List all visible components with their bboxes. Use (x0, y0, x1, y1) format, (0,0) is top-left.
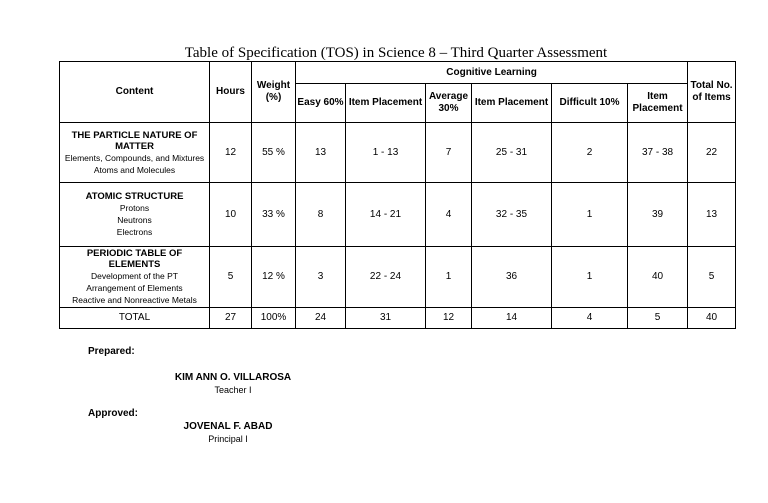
hours-cell: 10 (210, 183, 252, 247)
prepared-role: Teacher I (214, 385, 252, 395)
document-title: Table of Specification (TOS) in Science 8 – Third Quarter Assessment (184, 45, 608, 61)
totals-easy: 24 (296, 308, 346, 329)
totals-label: TOTAL (60, 308, 210, 329)
header-easy: Easy 60% (296, 84, 346, 123)
header-hours: Hours (210, 62, 252, 123)
totals-hours: 27 (210, 308, 252, 329)
header-item-placement-difficult: Item Placement (628, 84, 688, 123)
difficult-cell: 1 (552, 247, 628, 308)
difficult-placement-cell: 37 - 38 (628, 123, 688, 183)
easy-placement-cell: 22 - 24 (346, 247, 426, 308)
totals-difficult-placement: 5 (628, 308, 688, 329)
total-items-cell: 5 (688, 247, 736, 308)
header-row-top (60, 62, 736, 84)
content-title: PERIODIC TABLE OF ELEMENTS (86, 248, 183, 270)
easy-cell: 13 (296, 123, 346, 183)
table-row (60, 247, 736, 308)
content-title: THE PARTICLE NATURE OF (71, 129, 198, 141)
content-subtopic: Atoms and Molecules (93, 164, 176, 175)
approved-signatory (168, 421, 288, 445)
prepared-label: Prepared: (88, 346, 135, 357)
totals-average: 12 (426, 308, 472, 329)
easy-placement-cell: 1 - 13 (346, 123, 426, 183)
difficult-cell: 2 (552, 123, 628, 183)
header-item-placement-average: Item Placement (472, 84, 552, 123)
totals-difficult: 4 (552, 308, 628, 329)
content-subtopic: Protons (119, 203, 150, 213)
header-item-placement-easy: Item Placement (346, 84, 426, 123)
table-row (60, 123, 736, 183)
table-row (60, 183, 736, 247)
weight-cell: 55 % (252, 123, 296, 183)
content-title: ATOMIC STRUCTURE (85, 191, 184, 202)
easy-cell: 8 (296, 183, 346, 247)
header-weight-label: Weight (%) (256, 80, 291, 103)
content-cell (60, 183, 210, 247)
content-cell (60, 123, 210, 183)
easy-placement-cell: 14 - 21 (346, 183, 426, 247)
content-title-cont: MATTER (115, 140, 154, 152)
difficult-placement-cell: 40 (628, 247, 688, 308)
content-subtopic: Electrons (116, 227, 153, 237)
difficult-placement-cell: 39 (628, 183, 688, 247)
average-cell: 1 (426, 247, 472, 308)
easy-cell: 3 (296, 247, 346, 308)
content-cell (60, 247, 210, 308)
header-total-items (688, 62, 736, 123)
header-average: Average 30% (426, 84, 472, 123)
header-total-items-label: Total No. of Items (690, 80, 733, 103)
header-cognitive-learning: Cognitive Learning (296, 62, 688, 84)
hours-cell: 5 (210, 247, 252, 308)
average-placement-cell: 25 - 31 (472, 123, 552, 183)
average-cell: 7 (426, 123, 472, 183)
difficult-cell: 1 (552, 183, 628, 247)
average-placement-cell: 36 (472, 247, 552, 308)
approved-name: JOVENAL F. ABAD (183, 421, 273, 432)
prepared-name: KIM ANN O. VILLAROSA (174, 372, 292, 383)
content-subtopic: Elements, Compounds, and Mixtures (64, 152, 205, 163)
average-placement-cell: 32 - 35 (472, 183, 552, 247)
content-subtopic: Neutrons (117, 215, 152, 225)
totals-weight: 100% (252, 308, 296, 329)
weight-cell: 33 % (252, 183, 296, 247)
hours-cell: 12 (210, 123, 252, 183)
totals-average-placement: 14 (472, 308, 552, 329)
approved-role: Principal I (208, 434, 248, 444)
totals-row (60, 308, 736, 329)
approved-label: Approved: (88, 408, 138, 419)
average-cell: 4 (426, 183, 472, 247)
total-items-cell: 22 (688, 123, 736, 183)
header-difficult: Difficult 10% (552, 84, 628, 123)
totals-total-items: 40 (688, 308, 736, 329)
content-subtopic: Arrangement of Elements (86, 283, 183, 293)
weight-cell: 12 % (252, 247, 296, 308)
tos-table (59, 61, 736, 329)
header-content: Content (60, 62, 210, 123)
totals-easy-placement: 31 (346, 308, 426, 329)
prepared-signatory (168, 372, 298, 396)
content-subtopic: Reactive and Nonreactive Metals (72, 295, 197, 305)
content-subtopic: Development of the PT (91, 271, 178, 281)
header-weight (252, 62, 296, 123)
total-items-cell: 13 (688, 183, 736, 247)
